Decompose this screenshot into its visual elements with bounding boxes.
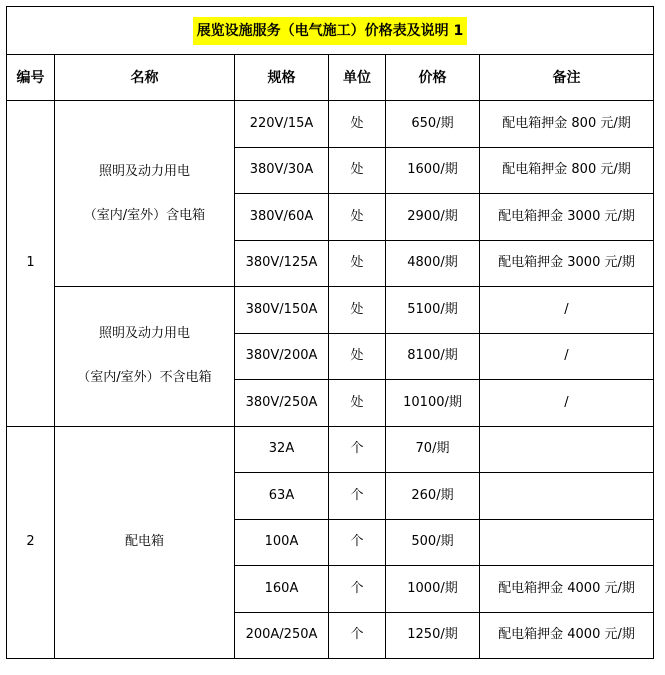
remark-cell: [480, 473, 654, 520]
price-cell: 1000/期: [386, 566, 480, 613]
remark-cell: 配电箱押金 4000 元/期: [480, 612, 654, 659]
remark-cell: [480, 426, 654, 473]
price-table: [6, 6, 654, 659]
table-row: [7, 426, 654, 473]
price-cell: 2900/期: [386, 194, 480, 241]
title-cell: [7, 7, 654, 55]
spec-cell: 380V/60A: [235, 194, 329, 241]
remark-cell: 配电箱押金 3000 元/期: [480, 240, 654, 287]
unit-cell: 处: [329, 240, 386, 287]
table-row: [7, 287, 654, 334]
unit-cell: 处: [329, 101, 386, 148]
header-spec: 规格: [235, 55, 329, 101]
header-price: 价格: [386, 55, 480, 101]
spec-cell: 380V/150A: [235, 287, 329, 334]
table-title: 展览设施服务（电气施工）价格表及说明 1: [193, 17, 468, 45]
unit-cell: 个: [329, 519, 386, 566]
remark-cell: /: [480, 380, 654, 427]
item-name-line: 照明及动力用电: [98, 326, 190, 342]
unit-cell: 处: [329, 333, 386, 380]
spec-cell: 32A: [235, 426, 329, 473]
group-number-cell: 1: [7, 101, 55, 427]
item-name-line: （室内/室外）不含电箱: [77, 370, 212, 386]
remark-cell: 配电箱押金 800 元/期: [480, 101, 654, 148]
price-cell: 8100/期: [386, 333, 480, 380]
header-number: 编号: [7, 55, 55, 101]
remark-cell: [480, 519, 654, 566]
header-remark: 备注: [480, 55, 654, 101]
spec-cell: 100A: [235, 519, 329, 566]
spec-cell: 220V/15A: [235, 101, 329, 148]
price-cell: 4800/期: [386, 240, 480, 287]
spec-cell: 380V/250A: [235, 380, 329, 427]
unit-cell: 处: [329, 194, 386, 241]
remark-cell: 配电箱押金 4000 元/期: [480, 566, 654, 613]
unit-cell: 处: [329, 287, 386, 334]
item-name-line: 照明及动力用电: [98, 163, 190, 179]
price-cell: 1600/期: [386, 147, 480, 194]
unit-cell: 个: [329, 426, 386, 473]
spec-cell: 160A: [235, 566, 329, 613]
remark-cell: 配电箱押金 3000 元/期: [480, 194, 654, 241]
header-name: 名称: [55, 55, 235, 101]
remark-cell: 配电箱押金 800 元/期: [480, 147, 654, 194]
item-name-line: 配电箱: [124, 534, 164, 550]
remark-cell: /: [480, 333, 654, 380]
price-cell: 650/期: [386, 101, 480, 148]
price-cell: 70/期: [386, 426, 480, 473]
header-row: [7, 55, 654, 101]
item-name-cell: [55, 426, 235, 659]
price-cell: 5100/期: [386, 287, 480, 334]
spec-cell: 63A: [235, 473, 329, 520]
item-name-line: （室内/室外）含电箱: [83, 207, 206, 223]
item-name-cell: [55, 287, 235, 427]
price-cell: 260/期: [386, 473, 480, 520]
unit-cell: 个: [329, 612, 386, 659]
header-unit: 单位: [329, 55, 386, 101]
unit-cell: 处: [329, 147, 386, 194]
group-number-cell: 2: [7, 426, 55, 659]
table-body: [7, 101, 654, 659]
unit-cell: 个: [329, 473, 386, 520]
item-name-cell: [55, 101, 235, 287]
spec-cell: 380V/200A: [235, 333, 329, 380]
title-row: [7, 7, 654, 55]
spec-cell: 380V/30A: [235, 147, 329, 194]
spec-cell: 380V/125A: [235, 240, 329, 287]
remark-cell: /: [480, 287, 654, 334]
table-row: [7, 101, 654, 148]
unit-cell: 处: [329, 380, 386, 427]
price-cell: 500/期: [386, 519, 480, 566]
price-cell: 10100/期: [386, 380, 480, 427]
price-cell: 1250/期: [386, 612, 480, 659]
spec-cell: 200A/250A: [235, 612, 329, 659]
unit-cell: 个: [329, 566, 386, 613]
